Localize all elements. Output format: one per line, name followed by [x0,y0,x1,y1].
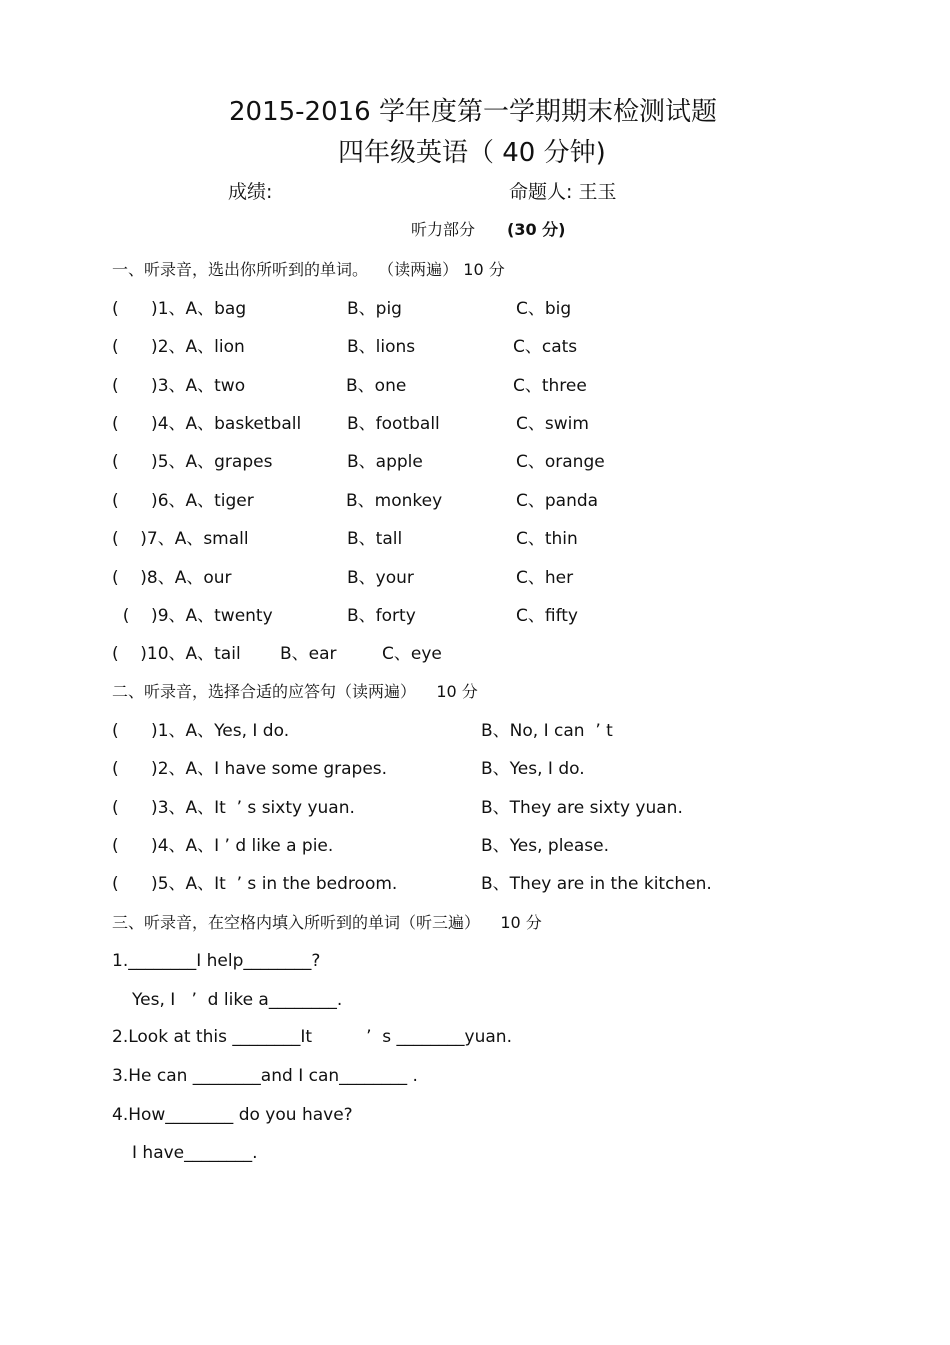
q1-7-c: C、thin [516,529,578,549]
q2-4-prefix: ( )4、A、I ’ d like a pie. [112,836,334,856]
q1-10-b: B、ear [280,644,337,664]
q1-2-b: B、lions [347,337,416,357]
q2-5-b: B、They are in the kitchen. [481,874,712,894]
exam-subtitle: 四年级英语（ 40 分钟) [338,138,606,168]
part2-heading: 二、听录音，选择合适的应答句（读两遍） 10 分 [112,682,478,701]
q2-2-prefix: ( )2、A、I have some grapes. [112,759,388,779]
q1-2-c: C、cats [513,337,578,357]
q1-6-c: C、panda [516,491,599,511]
q1-3-c: C、three [513,376,587,396]
q3-line-3: 2.Look at this ________It ’ s ________yuan. [112,1027,512,1047]
q1-8-prefix: ( )8、A、our [112,568,232,588]
q2-4-b: B、Yes, please. [481,836,610,856]
q1-10-c: C、eye [382,644,442,664]
q2-3-prefix: ( )3、A、It ’ s sixty yuan. [112,798,355,818]
part3-heading: 三、听录音，在空格内填入所听到的单词（听三遍） 10 分 [112,913,542,932]
q1-5-c: C、orange [516,452,605,472]
q2-3-b: B、They are sixty yuan. [481,798,683,818]
q1-5-prefix: ( )5、A、grapes [112,452,273,472]
q3-line-4: 3.He can ________and I can________ . [112,1066,418,1086]
q1-1-c: C、big [516,299,572,319]
q1-9-b: B、forty [347,606,416,626]
q1-7-prefix: ( )7、A、small [112,529,249,549]
q3-line-2: Yes, I ’ d like a________. [132,990,343,1010]
exam-title: 2015-2016 学年度第一学期期末检测试题 [229,97,717,127]
score-label: 成绩: [228,181,273,203]
q2-1-prefix: ( )1、A、Yes, I do. [112,721,290,741]
q3-line-1: 1.________I help________? [112,951,321,971]
listening-points: (30 分) [507,220,566,239]
listening-label: 听力部分 [411,220,476,239]
q1-8-b: B、your [347,568,414,588]
q1-9-prefix: ( )9、A、twenty [112,606,273,626]
q1-1-b: B、pig [347,299,402,319]
q1-8-c: C、her [516,568,574,588]
q1-4-c: C、swim [516,414,589,434]
q1-4-prefix: ( )4、A、basketball [112,414,302,434]
q2-2-b: B、Yes, I do. [481,759,585,779]
part1-heading: 一、听录音，选出你所听到的单词。 （读两遍） 10 分 [112,260,505,279]
q1-10-prefix: ( )10、A、tail [112,644,241,664]
q1-5-b: B、apple [347,452,423,472]
q1-6-prefix: ( )6、A、tiger [112,491,254,511]
q2-1-b: B、No, I can ’ t [481,721,613,741]
q2-5-prefix: ( )5、A、It ’ s in the bedroom. [112,874,398,894]
q1-3-b: B、one [346,376,407,396]
q3-line-6: I have________. [132,1143,258,1163]
q1-7-b: B、tall [347,529,403,549]
q1-3-prefix: ( )3、A、two [112,376,246,396]
q1-4-b: B、football [347,414,440,434]
author-label: 命题人: 王玉 [509,181,617,203]
q1-6-b: B、monkey [346,491,443,511]
q3-line-5: 4.How________ do you have? [112,1105,353,1125]
q1-2-prefix: ( )2、A、lion [112,337,245,357]
q1-9-c: C、fifty [516,606,578,626]
q1-1-prefix: ( )1、A、bag [112,299,247,319]
